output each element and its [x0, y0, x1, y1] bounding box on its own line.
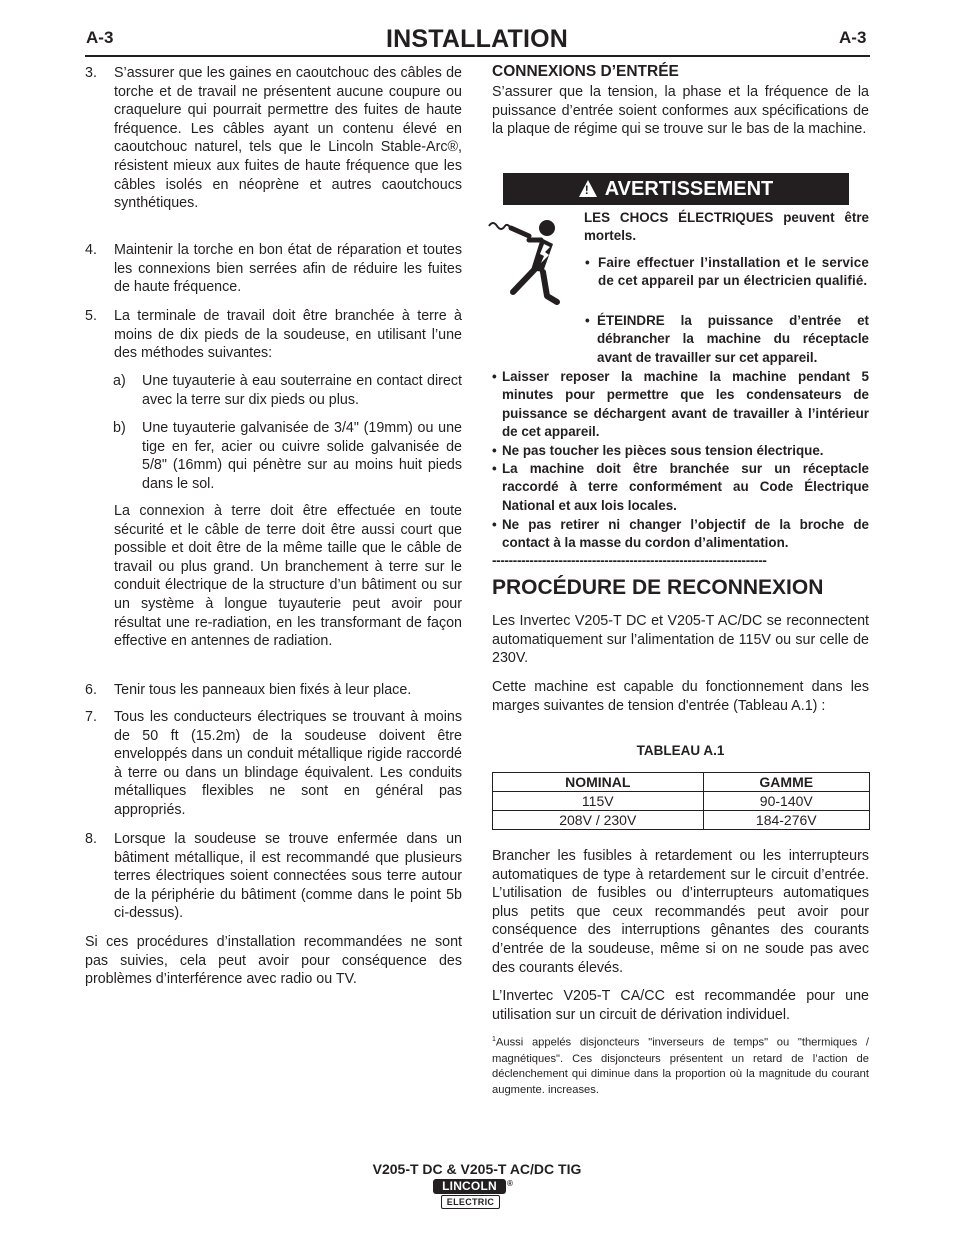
list-item-3 — [85, 64, 462, 213]
table-header-row — [493, 773, 870, 792]
warning-divider: ------------------------------------------------------------------ — [492, 553, 767, 568]
warning-bullet: • — [585, 255, 590, 270]
header-rule — [85, 55, 870, 57]
page-code-right: A-3 — [839, 28, 867, 47]
footnote-text: Aussi appelés disjoncteurs "inverseurs de temps" ou "thermiques / magnétiques". Ces disjoncteurs présentent un retard de l’action de déclenchement qui diminue dans la proportion où la magnitude du courant augmente. increases. — [492, 1036, 869, 1097]
lincoln-electric-logo — [433, 1179, 518, 1209]
sub-letter: a) — [113, 373, 126, 389]
list-item-5 — [85, 307, 462, 363]
list-number: 3. — [85, 65, 97, 81]
closing-paragraph: Si ces procédures d’installation recommandées ne sont pas suivies, cela peut avoir pour conséquence des problèmes d’interférence avec radio ou TV. — [85, 934, 462, 988]
list-text: Lorsque la soudeuse se trouve enfermée dans un bâtiment métallique, il est recommandé que plusieurs terres électriques soient connectées sous terre autour de la périphérie du bâtiment (comme dans le point 5b ci-dessus). — [114, 831, 462, 922]
sub-item-5a — [113, 372, 462, 409]
footer-model-title: V205-T DC & V205-T AC/DC TIG — [372, 1161, 582, 1177]
reconnexion-paragraph: Les Invertec V205-T DC et V205-T AC/DC se reconnectent automatiquement sur l’alimentation de 115V ou sur celle de 230V. — [492, 613, 869, 667]
list-text: Maintenir la torche en bon état de réparation et toutes les connexions bien serrées afin de réduire les fuites de haute fréquence. — [114, 242, 462, 296]
list-item-8 — [85, 830, 462, 923]
warning-inner-item: Faire effectuer l’installation et le service de cet appareil par un électricien qualifié. — [598, 255, 869, 289]
list-number: 5. — [85, 308, 97, 324]
sub-text: Une tuyauterie à eau souterraine en contact direct avec la terre sur dix pieds ou plus. — [142, 373, 462, 408]
warning-bullet: • — [492, 369, 497, 384]
list-number: 6. — [85, 682, 97, 698]
list-number: 4. — [85, 242, 97, 258]
sub-item-5b — [113, 419, 462, 493]
warning-outer-item: Laisser reposer la machine la machine pendant 5 minutes pour permettre que les condensateurs de puissance se déchargent avant de travailler à l’intérieur de cet appareil. — [502, 369, 869, 439]
warning-bullet: • — [492, 443, 497, 458]
warning-banner — [503, 173, 849, 205]
footnote-mark: 1 — [492, 1036, 496, 1043]
list-text: Tenir tous les panneaux bien fixés à leur place. — [114, 682, 412, 698]
warning-bullet: • — [492, 461, 497, 476]
exclamation-triangle-icon: ! — [579, 180, 597, 197]
connexions-paragraph: S’assurer que la tension, la phase et la fréquence de la puissance d’entrée soient conformes aux spécifications de la plaque de régime qui se trouve sur le bas de la machine. — [492, 84, 869, 138]
warning-outer-item: Ne pas toucher les pièces sous tension électrique. — [502, 443, 824, 458]
warning-outer-item: Ne pas retirer ni changer l’objectif de la broche de contact à la masse du cordon d’alimentation. — [502, 517, 869, 551]
grounding-paragraph: La connexion à terre doit être effectuée en toute sécurité et le câble de terre doit être aussi court que possible et doit être de la même taille que le câble de travail ou plus grand. Un branchement à terre sur le conduit électrique de la structure d’un bâtiment ou sur un système à longue tuyauterie peut avoir pour résultat une re-radiation, en les transformant de façon effective en antennes de radiation. — [114, 503, 462, 650]
section-title-reconnexion: PROCÉDURE DE RECONNEXION — [492, 576, 824, 599]
list-item-7 — [85, 708, 462, 820]
registered-mark: ® — [507, 1179, 513, 1188]
table-cell: 115V — [493, 792, 704, 811]
list-item-4 — [85, 241, 462, 297]
table-cell: 208V / 230V — [493, 811, 704, 830]
table-header: NOMINAL — [493, 773, 704, 792]
voltage-range-paragraph: Cette machine est capable du fonctionnement dans les marges suivantes de tension d'entrée (Tableau A.1) : — [492, 679, 869, 714]
page-code-left: A-3 — [86, 28, 114, 47]
table-title: TABLEAU A.1 — [636, 743, 725, 758]
warning-outer-item: La machine doit être branchée sur un réceptacle raccordé à terre conformément au Code Électrique National et aux lois locales. — [502, 461, 869, 513]
fuse-paragraph: Brancher les fusibles à retardement ou les interrupteurs automatiques de type à retardement sur le circuit d’entrée. L’utilisation de fusibles ou d’interrupteurs automatiques plus petits que ceux recommandés peut avoir pour conséquence des interruptions gênantes des courants d’entrée de la soudeuse, même si on ne soude pas avec des courants élevés. — [492, 848, 869, 976]
page-title: INSTALLATION — [385, 25, 568, 53]
branch-circuit-paragraph: L’Invertec V205-T CA/CC est recommandée pour une utilisation sur un circuit de dérivation individuel. — [492, 988, 869, 1023]
warning-lead: LES CHOCS ÉLECTRIQUES peuvent être mortels. — [584, 210, 869, 244]
logo-bottom-band: ELECTRIC — [441, 1195, 500, 1209]
voltage-table — [492, 772, 870, 830]
list-number: 8. — [85, 831, 97, 847]
list-number: 7. — [85, 709, 97, 725]
list-text: Tous les conducteurs électriques se trouvant à moins de 50 ft (15.2m) de la soudeuse doivent être enveloppés dans un conduit métallique rigide raccordé à terre ou dans un blindage équivalent. Les conduits métalliques flexibles ne sont en général pas appropriés. — [114, 709, 462, 818]
sub-text: Une tuyauterie galvanisée de 3/4" (19mm) ou une tige en fer, acier ou cuivre solide galvanisée de 5/8" (16mm) qui pénètre sur au moins huit pieds dans le sol. — [142, 420, 462, 492]
warning-bullet: • — [585, 313, 590, 328]
list-text: La terminale de travail doit être branchée à terre à moins de dix pieds de la soudeuse, en utilisant l’une des méthodes suivantes: — [114, 308, 462, 362]
electric-shock-person-icon — [487, 214, 569, 312]
list-text: S’assurer que les gaines en caoutchouc des câbles de torche et de travail ne présentent aucune coupure ou craquelure qui pourrait permettre des fuites de haute fréquence. Les câbles ayant un contenu élevé en caoutchouc naturel, tels que le Lincoln Stable-Arc®, résistent mieux aux fuites de haute fréquence que les câbles isolés en néoprène et autres caoutchoucs synthétiques. — [114, 65, 462, 212]
warning-bullet: • — [492, 517, 497, 532]
sub-letter: b) — [113, 420, 126, 436]
table-row — [493, 792, 870, 811]
logo-top-band: LINCOLN — [433, 1179, 506, 1194]
table-header: GAMME — [703, 773, 869, 792]
table-row — [493, 811, 870, 830]
section-title-connexions: CONNEXIONS D’ENTRÉE — [492, 63, 679, 80]
list-item-6 — [85, 681, 462, 700]
warning-inner-item: ÉTEINDRE la puissance d’entrée et débrancher la machine du réceptacle avant de travailler sur cet appareil. — [597, 313, 869, 365]
warning-banner-label: AVERTISSEMENT — [604, 177, 774, 200]
table-cell: 184-276V — [703, 811, 869, 830]
table-cell: 90-140V — [703, 792, 869, 811]
footnote — [492, 1032, 869, 1099]
